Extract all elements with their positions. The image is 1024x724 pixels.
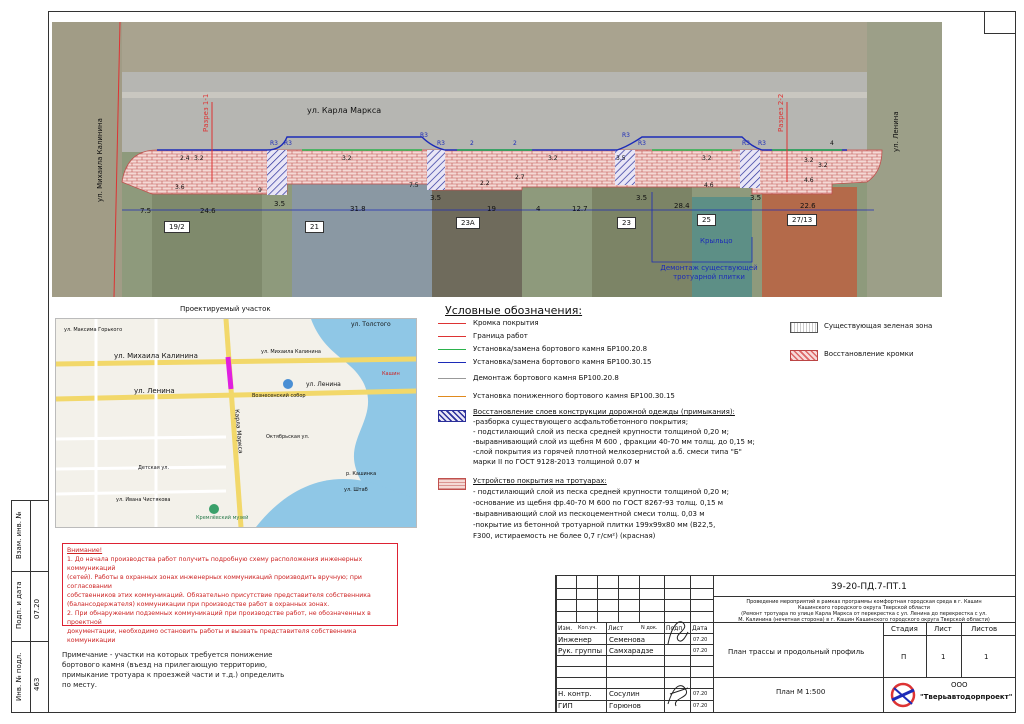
minimap-title: Проектируемый участок	[180, 305, 271, 313]
legend-swatch-road	[438, 410, 466, 422]
dim-bottom-6: 19	[487, 205, 496, 213]
dim-bottom-5: 3.5	[430, 194, 442, 202]
misc-dim: 3.2	[818, 162, 828, 169]
building-number: 25	[697, 214, 716, 226]
demolition-label: Демонтаж существующей тротуарной плитки	[660, 264, 758, 281]
map-label-detskaya: Детская ул.	[138, 465, 170, 471]
map-label-kashinka: р. Кашинка	[346, 471, 377, 477]
dim-bottom-4: 31.8	[350, 205, 366, 213]
r3-label: R3	[758, 140, 766, 147]
misc-dim: 4.6	[804, 177, 814, 184]
side-strip	[11, 500, 49, 713]
legend-blue-curb: Установка/замена бортового камня БР100.30.15	[473, 358, 652, 366]
section-2: Разрез 2-2	[777, 93, 785, 132]
map-label-sobor: Вознесенский собор	[252, 393, 306, 399]
role-gip: ГИП	[558, 702, 573, 710]
misc-dim: 9	[258, 187, 262, 194]
r3-label: R3	[270, 140, 278, 147]
company-line2: "Тверьавтодорпроект"	[920, 693, 1013, 701]
date-n-contr: 07.20	[693, 691, 708, 697]
misc-dim: 3.5	[616, 155, 626, 162]
dim-bottom-7: 4	[536, 205, 541, 213]
company-line1: ООО	[951, 681, 968, 689]
sheet-header: Лист	[934, 625, 952, 633]
misc-dim: 3.2	[194, 155, 204, 162]
name-engineer: Семенова	[609, 636, 646, 644]
title-block	[555, 575, 1016, 713]
map-label-kalinina2: ул. Михаила Калинина	[261, 349, 321, 355]
street-kalinina: ул. Михаила Калинина	[96, 118, 104, 202]
stage-header: Стадия	[891, 625, 918, 633]
signature-mark	[666, 676, 690, 712]
misc-dim: 7.5	[409, 182, 419, 189]
street-karla-marksa: ул. Карла Маркса	[307, 106, 382, 115]
map-label-tolstogo: ул. Толстого	[351, 321, 391, 328]
legend-road-block: Восстановление слоев конструкции дорожной одежды (примыкания): -разборка существующего асфальтобетонного покрытия; - подстилающий слой из песка средней крупности толщиной 0,20 м; -выравнивающий слой из щебня М 600 , фракции 40-70 мм толщ. до 0,15 м; -слой покрытия из горячей плотной мелкозернистой а.б. смеси типа "Б" марки II по ГОСТ 9128-2013 толщиной 0.07 м	[473, 408, 755, 466]
legend-title: Условные обозначения:	[445, 304, 583, 317]
building-number: 23А	[456, 217, 480, 229]
plan-scale: План М 1:500	[776, 688, 826, 696]
legend-swatch-blue-curb	[438, 362, 466, 363]
map-label-lenina: ул. Ленина	[134, 387, 175, 395]
legend-green-curb: Установка/замена бортового камня БР100.20.8	[473, 345, 648, 353]
role-group-lead: Рук. группы	[558, 647, 602, 655]
misc-dim: 3.2	[804, 157, 814, 164]
legend-sidewalk-block: Устройство покрытия на тротуарах: - подстилающий слой из песка средней крупности толщиной 0,20 м; -основание из щебня фр.40-70 М 600 по ГОСТ 8267-93 толщ. 0,15 м -выравнивающий слой из пескоцементной смеси толщ. 0,03 м -покрытие из бетонной тротуарной плитки 199х99х80 мм (B22,5, F300, истираемость не более 0,7 г/см²) (красная)	[473, 477, 729, 540]
map-label-chistyakova: ул. Ивана Чистякова	[116, 497, 171, 503]
legend-boundary: Граница работ	[473, 332, 528, 340]
warning-box: Внимание! 1. До начала производства работ получить подробную схему расположения инженерных коммуникаций (сетей). Работы в охранных зонах инженерных коммуникаций производить вручную; при согласовании собственников этих коммуникаций. Обязательно присутствие представителя собственника (балансодержателя) коммуникации при производстве работ в охранных зонах. 2. При обнаружении подземных коммуникаций при производстве работ, не обозначенных в проектной документации, необходимо остановить работы и вызвать представителя собственника коммуникации	[62, 543, 398, 626]
misc-dim: 4.6	[704, 182, 714, 189]
note-block: Примечание - участки на которых требуется понижение бортового камня (въезд на прилегающую территорию, примыкание тротуара к проезжей части и т.д.) определить по месту.	[62, 651, 285, 689]
r3-label: R3	[742, 140, 750, 147]
map-label-kashin: Кашин	[382, 371, 400, 377]
street-lenina: ул. Ленина	[892, 111, 900, 152]
legend-swatch-green-zone	[790, 322, 818, 333]
dim-bottom-11: 3.5	[750, 194, 762, 202]
r3-label: R3	[420, 132, 428, 139]
sheets-value: 1	[984, 653, 989, 661]
corner-stamp	[984, 11, 1015, 34]
date-group-lead: 07.20	[693, 648, 708, 654]
hdr-list: Лист	[608, 625, 624, 632]
map-label-kremlin: Кремлёвский музей	[196, 515, 249, 521]
name-gip: Горюнов	[609, 702, 641, 710]
misc-dim: 2.4	[180, 155, 190, 162]
misc-dim: 2.7	[515, 174, 525, 181]
legend-edge-restore: Восстановление кромки	[824, 350, 914, 358]
section-1: Разрез 1-1	[202, 93, 210, 132]
role-n-contr: Н. контр.	[558, 690, 592, 698]
legend-edge: Кромка покрытия	[473, 319, 539, 327]
map-label-shtab: ул. Штаб	[344, 487, 368, 493]
dim-bottom-3: 3.5	[274, 200, 286, 208]
location-minimap	[55, 318, 417, 528]
hdr-ndok: N док.	[641, 625, 658, 631]
r3-label: R3	[638, 140, 646, 147]
role-engineer: Инженер	[558, 636, 592, 644]
dim-bottom-12: 22.6	[800, 202, 816, 210]
dim-bottom-9: 3.5	[636, 194, 648, 202]
hdr-podp: Подп.	[666, 625, 685, 632]
legend-swatch-lowered	[438, 396, 466, 397]
map-label-oktyabrskaya: Октябрьская ул.	[266, 434, 310, 440]
date-engineer: 07.20	[693, 637, 708, 643]
legend-swatch-boundary	[438, 336, 466, 337]
stamp-code: 39-20-ПД.7-ПТ.1	[831, 582, 907, 592]
misc-dim: 3.2	[548, 155, 558, 162]
legend-demolition: Демонтаж бортового камня БР100.20.8	[473, 374, 619, 382]
misc-dim: 3.6	[175, 184, 185, 191]
legend-lowered: Установка пониженного бортового камня БР100.30.15	[473, 392, 675, 400]
misc-dim: 2	[513, 140, 517, 147]
hdr-koluch: Кол.уч.	[578, 625, 597, 631]
podp-label: Подп. и дата	[15, 581, 23, 629]
legend-swatch-demolition	[438, 378, 466, 379]
sheet-title: План трассы и продольный профиль	[728, 648, 865, 656]
building-number: 21	[305, 221, 324, 233]
legend-swatch-green-curb	[438, 349, 466, 350]
misc-dim: 3.2	[702, 155, 712, 162]
legend-swatch-sidewalk	[438, 478, 466, 490]
misc-dim: 2	[470, 140, 474, 147]
building-number: 19/2	[164, 221, 190, 233]
sheets-header: Листов	[971, 625, 998, 633]
date-gip: 07.20	[693, 703, 708, 709]
stamp-project-desc: Проведение мероприятий в рамках программы комфортная городская среда в г. Кашин Кашинского городского округа Тверской области (Ремонт тротуара по улице Карла Маркса от перекрестка с ул. Ленина до перекрестка с ул. М. Калинина (нечетная сторона) в г. Кашин Кашинского городского округа Тверской области)	[738, 599, 990, 623]
map-label-lenina-right: ул. Ленина	[306, 381, 341, 388]
podp-value: 07.20	[33, 598, 41, 619]
name-n-contr: Сосулин	[609, 690, 640, 698]
stage-value: П	[901, 653, 907, 661]
map-label-kalinina: ул. Михаила Калинина	[114, 352, 198, 360]
dim-bottom-2: 24.6	[200, 207, 216, 215]
inv-label: Инв. № подл.	[15, 652, 23, 701]
dim-bottom-10: 28.4	[674, 202, 690, 210]
r3-label: R3	[437, 140, 445, 147]
building-number: 23	[617, 217, 636, 229]
hdr-data: Дата	[692, 625, 708, 632]
r3-label: R3	[622, 132, 630, 139]
sheet-value: 1	[941, 653, 946, 661]
misc-dim: 3.2	[342, 155, 352, 162]
porch-label: Крыльцо	[700, 237, 733, 245]
legend-green-zone: Существующая зеленая зона	[824, 322, 933, 330]
r3-label: R3	[284, 140, 292, 147]
dim-bottom-8: 12.7	[572, 205, 588, 213]
map-label-gorkogo: ул. Максима Горького	[64, 327, 123, 333]
signature-mark	[666, 614, 690, 650]
legend-swatch-edge-restore	[790, 350, 818, 361]
hdr-izm: Изм.	[558, 625, 573, 632]
vzam-label: Взам. инв. №	[15, 511, 23, 559]
building-number: 27/13	[787, 214, 817, 226]
inv-value: 463	[33, 677, 41, 691]
legend-swatch-edge	[438, 323, 466, 324]
aerial-plan	[52, 22, 942, 297]
name-group-lead: Самхарадзе	[609, 647, 654, 655]
misc-dim: 2.2	[480, 180, 490, 187]
company-logo-icon	[888, 680, 918, 710]
dim-bottom-1: 7.5	[140, 207, 152, 215]
misc-dim: 4	[830, 140, 834, 147]
map-label-marksa: Карла Маркса	[233, 409, 244, 454]
